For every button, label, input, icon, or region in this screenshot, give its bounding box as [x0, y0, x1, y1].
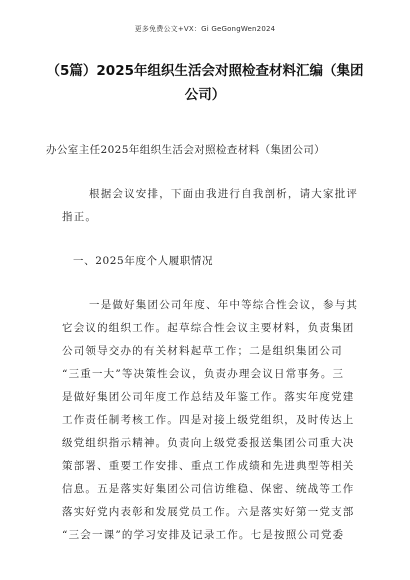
- section-heading: 一、2025年度个人履职情况: [73, 255, 214, 267]
- body-line: 公司领导交办的有关材料起草工作；二是组织集团公司: [62, 345, 343, 357]
- intro-line: 根据会议安排，下面由我进行自我剖析，请大家批评: [89, 188, 359, 200]
- body-line: “三会一课”的学习安排及记录工作。七是按照公司党委: [62, 529, 345, 541]
- header-promo-note: 更多免费公文+VX：Gi GeGongWen2024: [134, 25, 276, 33]
- document-subtitle: 办公室主任2025年组织生活会对照检查材料（集团公司）: [46, 144, 326, 156]
- body-line: 是做好集团公司年度工作总结及年鉴工作。落实年度党建: [62, 391, 355, 403]
- body-line: 策部署、重要工作安排、重点工作成绩和先进典型等相关: [62, 460, 355, 472]
- body-line: “三重一大”等决策性会议，负责办理会议日常事务。三: [62, 368, 345, 380]
- intro-line: 指正。: [62, 211, 98, 223]
- body-line: 落实好党内表彰和发展党员工作。六是落实好第一党支部: [62, 506, 355, 518]
- document-title-line-2: 公司）: [184, 87, 226, 103]
- body-line: 级党组织指示精神。负责向上级党委报送集团公司重大决: [62, 437, 355, 449]
- document-title-line-1: （5篇）2025年组织生活会对照检查材料汇编（集团: [46, 63, 364, 79]
- body-line: 它会议的组织工作。起草综合性会议主要材料，负责集团: [62, 322, 355, 334]
- body-line: 工作责任制考核工作。四是对接上级党组织，及时传达上: [62, 414, 355, 426]
- body-line: 一是做好集团公司年度、年中等综合性会议，参与其: [89, 299, 359, 311]
- body-line: 信息。五是落实好集团公司信访维稳、保密、统战等工作: [62, 483, 355, 495]
